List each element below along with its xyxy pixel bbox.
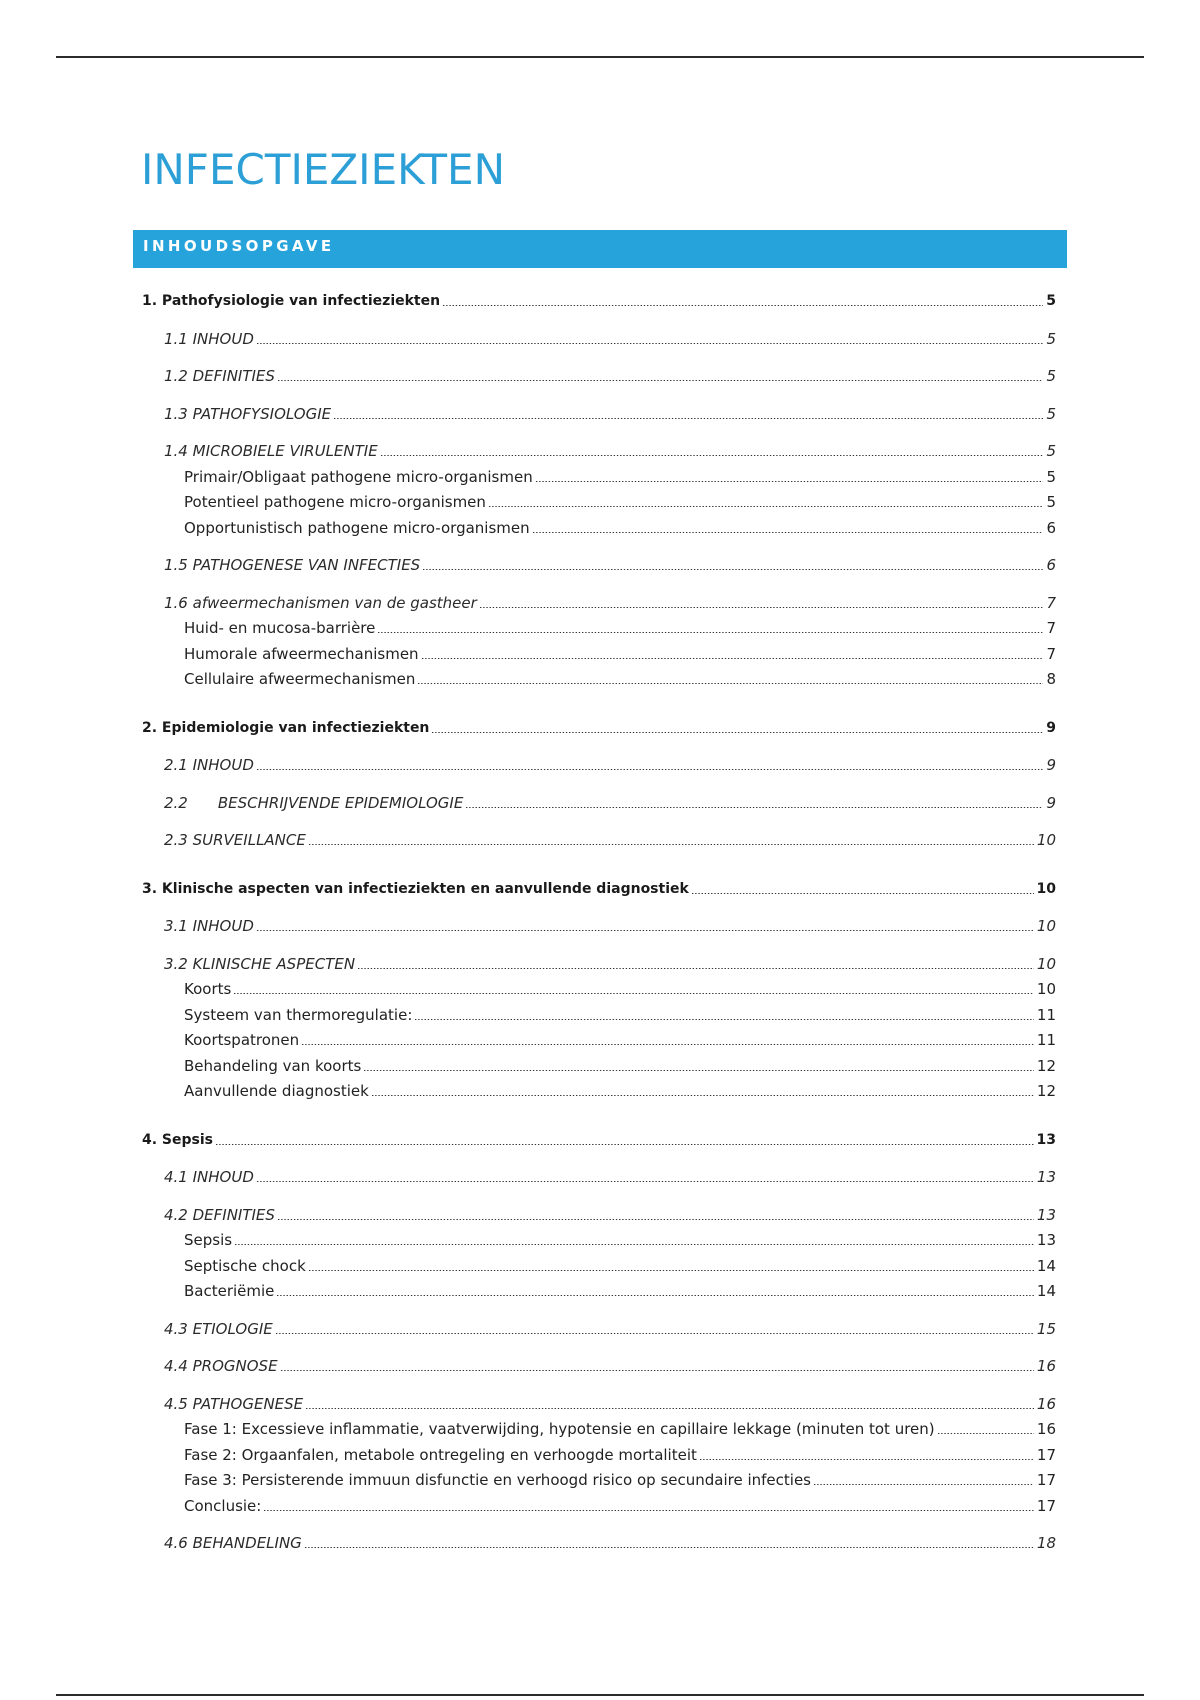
bottom-rule [56, 1694, 1144, 1696]
toc-entry-label: Bacteriëmie [184, 1282, 275, 1300]
toc-page-number: 13 [1036, 1205, 1056, 1224]
toc-dot-leader [432, 732, 1043, 733]
toc-page-number: 11 [1036, 1031, 1056, 1049]
toc-entry-label: 4.2 DEFINITIES [164, 1205, 275, 1224]
toc-entry-title: BESCHRIJVENDE EPIDEMIOLOGIE [217, 793, 464, 812]
toc-entry-label: Primair/Obligaat pathogene micro-organismen [184, 467, 533, 486]
toc-subsection-entry[interactable] [142, 616, 1056, 642]
toc-dot-leader [278, 1219, 1034, 1220]
toc-subsection-entry[interactable] [142, 977, 1056, 1003]
toc-page-number: 5 [1046, 493, 1056, 511]
toc-page-number: 12 [1036, 1082, 1056, 1100]
toc-entry-label: Koortspatronen [184, 1031, 300, 1049]
toc-dot-leader [306, 1408, 1034, 1409]
toc-dot-leader [276, 1333, 1034, 1334]
toc-page-number: 10 [1036, 917, 1056, 935]
toc-subsection-entry[interactable] [142, 1254, 1056, 1280]
toc-section-entry[interactable] [142, 1317, 1056, 1343]
toc-dot-leader [278, 380, 1044, 381]
toc-entry-label: Cellulaire afweermechanismen [184, 670, 416, 688]
toc-section-entry[interactable] [142, 591, 1056, 617]
toc-subsection-entry[interactable] [142, 1079, 1056, 1105]
toc-dot-leader [418, 683, 1043, 684]
toc-heading: INHOUDSOPGAVE [143, 237, 335, 255]
toc-dot-leader [814, 1484, 1034, 1485]
toc-page-number: 16 [1036, 1420, 1056, 1438]
toc-chapter-entry[interactable] [142, 1128, 1056, 1154]
toc-page-number: 10 [1036, 980, 1056, 998]
toc-section-entry[interactable] [142, 327, 1056, 353]
toc-entry-label: Septische chock [184, 1256, 306, 1275]
toc-page-number: 15 [1036, 1319, 1056, 1338]
toc-subsection-entry[interactable] [142, 1054, 1056, 1080]
toc-page-number: 9 [1046, 719, 1056, 736]
toc-subsection-entry[interactable] [142, 1028, 1056, 1054]
toc-page-number: 14 [1036, 1256, 1056, 1275]
toc-page-number: 18 [1036, 1534, 1056, 1552]
toc-page-number: 7 [1046, 593, 1056, 612]
toc-entry-label: 4.4 PROGNOSE [164, 1357, 278, 1375]
toc-page-number: 17 [1036, 1496, 1056, 1515]
toc-subsection-entry[interactable] [142, 1003, 1056, 1029]
toc-subsection-entry[interactable] [142, 667, 1056, 693]
toc-dot-leader [378, 632, 1043, 633]
toc-subsection-entry[interactable] [142, 490, 1056, 516]
toc-section-entry[interactable] [142, 952, 1056, 978]
toc-dot-leader [257, 343, 1044, 344]
toc-page-number: 11 [1036, 1005, 1056, 1024]
toc-page-number: 5 [1046, 404, 1056, 423]
toc-entry-label: 4.5 PATHOGENESE [164, 1394, 304, 1413]
toc-page-number: 9 [1046, 793, 1056, 812]
toc-page-number: 13 [1036, 1168, 1056, 1186]
toc-dot-leader [381, 455, 1044, 456]
toc-entry-label: Sepsis [184, 1231, 233, 1249]
toc-page-number: 9 [1046, 756, 1056, 774]
toc-subsection-entry[interactable] [142, 1228, 1056, 1254]
toc-chapter-entry[interactable] [142, 289, 1056, 315]
toc-section-entry[interactable] [142, 1354, 1056, 1380]
toc-dot-leader [277, 1295, 1033, 1296]
toc-section-entry[interactable] [142, 1203, 1056, 1229]
toc-section-entry[interactable] [142, 914, 1056, 940]
toc-dot-leader [423, 569, 1043, 570]
toc-subsection-entry[interactable] [142, 1443, 1056, 1469]
toc-page-number: 7 [1046, 619, 1056, 637]
toc-entry-label: Behandeling van koorts [184, 1056, 362, 1075]
toc-page-number: 10 [1036, 880, 1056, 897]
toc-subsection-entry[interactable] [142, 465, 1056, 491]
toc-entry-label: 1. Pathofysiologie van infectieziekten [142, 293, 441, 309]
table-of-contents [142, 289, 1056, 1557]
toc-dot-leader [443, 305, 1043, 306]
toc-page-number: 14 [1036, 1282, 1056, 1300]
toc-dot-leader [264, 1510, 1034, 1511]
toc-entry-label: 1.3 PATHOFYSIOLOGIE [164, 404, 332, 423]
toc-dot-leader [309, 1270, 1034, 1271]
toc-section-entry[interactable] [142, 1165, 1056, 1191]
toc-entry-label [164, 791, 463, 817]
toc-entry-label: Potentieel pathogene micro-organismen [184, 493, 486, 511]
toc-section-entry[interactable] [142, 753, 1056, 779]
toc-entry-label: 2.3 SURVEILLANCE [164, 831, 306, 849]
toc-dot-leader [281, 1370, 1034, 1371]
toc-page-number: 13 [1036, 1231, 1056, 1249]
toc-page-number: 10 [1036, 954, 1056, 973]
toc-entry-label: 1.4 MICROBIELE VIRULENTIE [164, 442, 378, 460]
toc-entry-label: Opportunistisch pathogene micro-organismen [184, 518, 530, 537]
toc-entry-label: 4. Sepsis [142, 1131, 213, 1148]
toc-page-number: 8 [1046, 670, 1056, 688]
toc-dot-leader [257, 930, 1034, 931]
toc-entry-label: Fase 2: Orgaanfalen, metabole ontregeling en verhoogde mortaliteit [184, 1445, 697, 1464]
toc-section-entry[interactable] [142, 402, 1056, 428]
toc-entry-label: 3. Klinische aspecten van infectieziekten en aanvullende diagnostiek [142, 880, 689, 897]
toc-dot-leader [364, 1070, 1034, 1071]
toc-page-number: 5 [1046, 467, 1056, 486]
toc-dot-leader [692, 893, 1034, 894]
toc-entry-label: Aanvullende diagnostiek [184, 1082, 369, 1100]
toc-entry-label: Conclusie: [184, 1496, 262, 1515]
toc-section-entry[interactable] [142, 791, 1056, 817]
toc-section-entry[interactable] [142, 364, 1056, 390]
toc-entry-label: 2. Epidemiologie van infectieziekten [142, 719, 430, 736]
toc-heading-bar [133, 230, 1067, 268]
toc-entry-label: Humorale afweermechanismen [184, 644, 419, 663]
toc-subsection-entry[interactable] [142, 1468, 1056, 1494]
toc-page-number: 6 [1046, 518, 1056, 537]
toc-page-number: 12 [1036, 1056, 1056, 1075]
toc-dot-leader [533, 532, 1044, 533]
toc-subsection-entry[interactable] [142, 1279, 1056, 1305]
toc-entry-label: 3.1 INHOUD [164, 917, 254, 935]
toc-subsection-entry[interactable] [142, 642, 1056, 668]
toc-dot-leader [234, 993, 1034, 994]
toc-dot-leader [415, 1019, 1034, 1020]
document-title: INFECTIEZIEKTEN [141, 145, 505, 194]
toc-dot-leader [358, 968, 1034, 969]
toc-entry-label: 2.1 INHOUD [164, 756, 254, 774]
toc-entry-label: Koorts [184, 980, 232, 998]
toc-section-entry[interactable] [142, 828, 1056, 854]
toc-dot-leader [489, 506, 1044, 507]
toc-entry-label: 4.3 ETIOLOGIE [164, 1319, 273, 1338]
toc-dot-leader [466, 807, 1043, 808]
toc-page-number: 17 [1036, 1445, 1056, 1464]
toc-dot-leader [938, 1433, 1034, 1434]
toc-entry-label: Fase 3: Persisterende immuun disfunctie en verhoogd risico op secundaire infecties [184, 1471, 811, 1489]
toc-page-number: 16 [1036, 1394, 1056, 1413]
toc-dot-leader [422, 658, 1044, 659]
toc-chapter-entry[interactable] [142, 877, 1056, 903]
toc-entry-label: Systeem van thermoregulatie: [184, 1005, 413, 1024]
toc-dot-leader [480, 607, 1044, 608]
toc-page-number: 6 [1046, 556, 1056, 574]
toc-dot-leader [235, 1244, 1034, 1245]
toc-section-entry[interactable] [142, 1392, 1056, 1418]
toc-entry-label: Huid- en mucosa-barrière [184, 619, 376, 637]
toc-page-number: 17 [1036, 1471, 1056, 1489]
toc-dot-leader [257, 769, 1044, 770]
toc-dot-leader [700, 1459, 1034, 1460]
toc-entry-label: 4.6 BEHANDELING [164, 1534, 302, 1552]
toc-dot-leader [302, 1044, 1034, 1045]
toc-dot-leader [216, 1144, 1034, 1145]
toc-entry-label: 4.1 INHOUD [164, 1168, 254, 1186]
toc-subsection-entry[interactable] [142, 1417, 1056, 1443]
toc-entry-label: 3.2 KLINISCHE ASPECTEN [164, 954, 356, 973]
toc-subsection-entry[interactable] [142, 516, 1056, 542]
toc-section-entry[interactable] [142, 439, 1056, 465]
toc-page-number: 13 [1036, 1131, 1056, 1148]
toc-entry-label: 1.1 INHOUD [164, 329, 254, 348]
toc-page-number: 5 [1046, 293, 1056, 309]
toc-entry-label: Fase 1: Excessieve inflammatie, vaatverwijding, hypotensie en capillaire lekkage (minuten tot uren) [184, 1420, 935, 1438]
toc-entry-label: 1.5 PATHOGENESE VAN INFECTIES [164, 556, 421, 574]
toc-chapter-entry[interactable] [142, 716, 1056, 742]
toc-dot-leader [334, 418, 1043, 419]
toc-entry-label: 1.6 afweermechanismen van de gastheer [164, 593, 477, 612]
toc-entry-number: 2.2 [164, 793, 188, 812]
toc-dot-leader [536, 481, 1044, 482]
toc-dot-leader [309, 844, 1034, 845]
toc-dot-leader [257, 1181, 1034, 1182]
toc-page-number: 10 [1036, 831, 1056, 849]
toc-dot-leader [372, 1095, 1034, 1096]
toc-entry-label: 1.2 DEFINITIES [164, 367, 275, 385]
toc-page-number: 7 [1046, 644, 1056, 663]
toc-section-entry[interactable] [142, 1531, 1056, 1557]
toc-page-number: 16 [1036, 1357, 1056, 1375]
toc-section-entry[interactable] [142, 553, 1056, 579]
toc-dot-leader [305, 1547, 1034, 1548]
toc-page-number: 5 [1046, 442, 1056, 460]
toc-page-number: 5 [1046, 367, 1056, 385]
toc-subsection-entry[interactable] [142, 1494, 1056, 1520]
top-rule [56, 56, 1144, 58]
toc-page-number: 5 [1046, 329, 1056, 348]
